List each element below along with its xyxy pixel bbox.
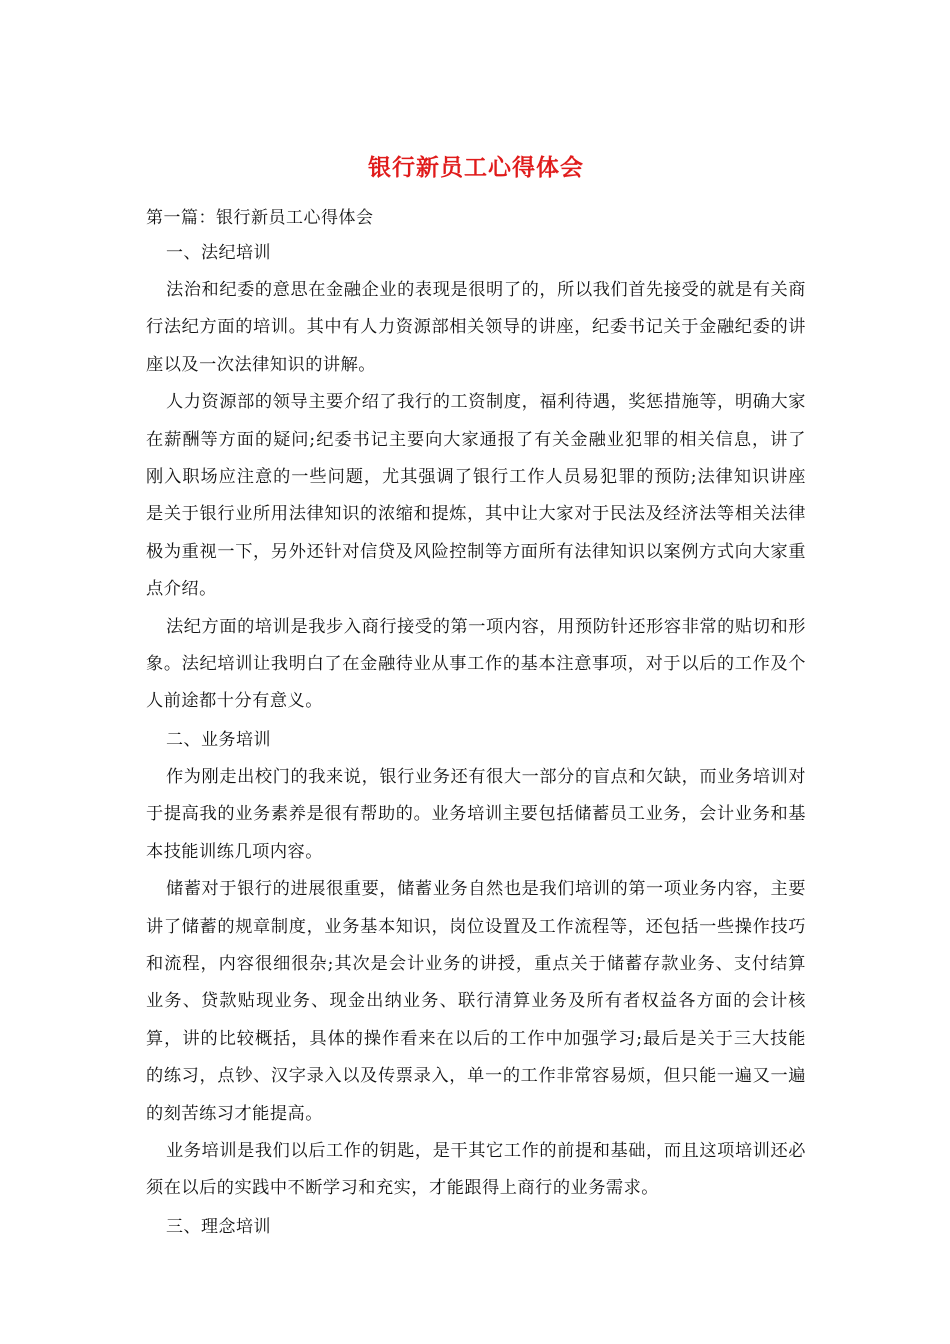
- document-subtitle: 第一篇：银行新员工心得体会: [146, 208, 374, 228]
- paragraph: 法纪方面的培训是我步入商行接受的第一项内容，用预防针还形容非常的贴切和形象。法纪培训让我明白了在金融待业从事工作的基本注意事项，对于以后的工作及个人前途都十分有意义。: [146, 616, 806, 712]
- section-heading-3: 三、理念培训: [166, 1216, 271, 1237]
- paragraph: 储蓄对于银行的进展很重要，储蓄业务自然也是我们培训的第一项业务内容，主要讲了储蓄的规章制度，业务基本知识，岗位设置及工作流程等，还包括一些操作技巧和流程，内容很细很杂;其次是会计业务的讲授，重点关于储蓄存款业务、支付结算业务、贷款贴现业务、现金出纳业务、联行清算业务及所有者权益各方面的会计核算，讲的比较概括，具体的操作看来在以后的工作中加强学习;最后是关于三大技能的练习，点钞、汉字录入以及传票录入，单一的工作非常容易烦，但只能一遍又一遍的刻苦练习才能提高。: [146, 879, 806, 1124]
- document-title: 银行新员工心得体会: [368, 154, 584, 181]
- section-heading-2: 二、业务培训: [166, 729, 271, 750]
- paragraph: 法治和纪委的意思在金融企业的表现是很明了的，所以我们首先接受的就是有关商行法纪方面的培训。其中有人力资源部相关领导的讲座，纪委书记关于金融纪委的讲座以及一次法律知识的讲解。: [146, 280, 806, 375]
- paragraph: 业务培训是我们以后工作的钥匙，是干其它工作的前提和基础，而且这项培训还必须在以后的实践中不断学习和充实，才能跟得上商行的业务需求。: [146, 1140, 806, 1199]
- document-content: [146, 150, 806, 1246]
- section-heading-1: 一、法纪培训: [166, 243, 271, 263]
- paragraph: 人力资源部的领导主要介绍了我行的工资制度，福利待遇，奖惩措施等，明确大家在薪酬等方面的疑问;纪委书记主要向大家通报了有关金融业犯罪的相关信息，讲了刚入职场应注意的一些问题，尤其强调了银行工作人员易犯罪的预防;法律知识讲座是关于银行业所用法律知识的浓缩和提炼，其中让大家对于民法及经济法等相关法律极为重视一下，另外还针对信贷及风险控制等方面所有法律知识以案例方式向大家重点介绍。: [146, 392, 806, 600]
- paragraph: 作为刚走出校门的我来说，银行业务还有很大一部分的盲点和欠缺，而业务培训对于提高我的业务素养是很有帮助的。业务培训主要包括储蓄员工业务，会计业务和基本技能训练几项内容。: [146, 766, 806, 862]
